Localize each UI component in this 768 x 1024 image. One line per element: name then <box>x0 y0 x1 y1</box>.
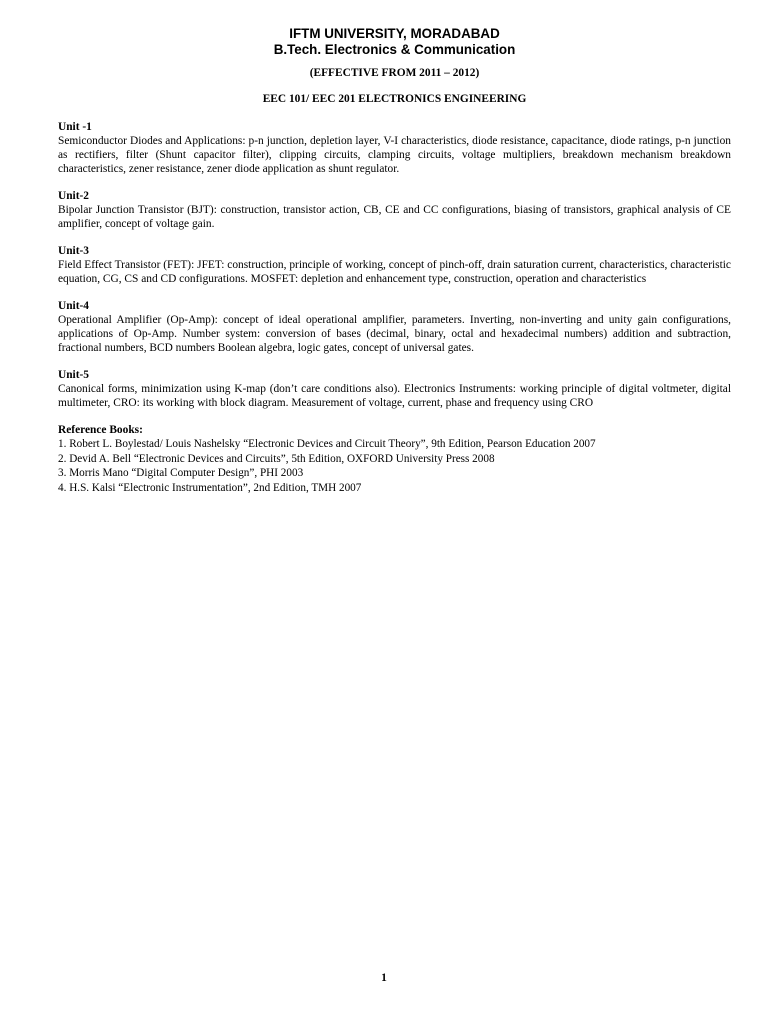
unit-heading: Unit -1 <box>58 121 92 133</box>
unit-section-3 <box>58 244 731 286</box>
reference-item: 2. Devid A. Bell “Electronic Devices and Circuits”, 5th Edition, OXFORD University Press 2008 <box>58 452 495 465</box>
unit-description: Canonical forms, minimization using K-map (don’t care conditions also). Electronics Instruments: working principle of digital voltmeter, digital multimeter, CRO: its working with block diagram. Measurement of voltage, current, phase and frequency using CRO <box>58 383 731 409</box>
university-title: IFTM UNIVERSITY, MORADABAD <box>289 26 500 41</box>
course-title: EEC 101/ EEC 201 ELECTRONICS ENGINEERING <box>262 93 527 105</box>
unit-description: Operational Amplifier (Op-Amp): concept of ideal operational amplifier, parameters. Inverting, non-inverting and unity gain configurations, applications of Op-Amp. Number system: conversion of bases (decimal, binary, octal and hexadecimal numbers) addition and subtraction, fractional numbers, BCD numbers Boolean algebra, logic gates, concept of universal gates. <box>58 314 731 354</box>
reference-item: 4. H.S. Kalsi “Electronic Instrumentation”, 2nd Edition, TMH 2007 <box>58 481 362 494</box>
reference-item: 1. Robert L. Boylestad/ Louis Nashelsky “Electronic Devices and Circuit Theory”, 9th Edition, Pearson Education 2007 <box>58 438 596 450</box>
unit-section-4 <box>58 299 731 355</box>
reference-books-section <box>58 423 731 495</box>
unit-description: Semiconductor Diodes and Applications: p-n junction, depletion layer, V-I characteristics, diode resistance, capacitance, diode ratings, p-n junction as rectifiers, filter (Shunt capacitor filter), clipping circuits, clamping circuits, voltage multipliers, breakdown mechanism breakdown characteristics, zener resistance, zener diode application as shunt regulator. <box>58 135 731 175</box>
reference-books-heading: Reference Books: <box>58 424 143 436</box>
unit-section-2 <box>58 189 731 231</box>
reference-item: 3. Morris Mano “Digital Computer Design”, PHI 2003 <box>58 467 304 479</box>
page-number: 1 <box>381 972 387 984</box>
unit-heading: Unit-5 <box>58 369 90 381</box>
effective-date: (EFFECTIVE FROM 2011 – 2012) <box>309 67 480 79</box>
unit-heading: Unit-3 <box>58 245 90 257</box>
unit-description: Field Effect Transistor (FET): JFET: construction, principle of working, concept of pinch-off, drain saturation current, characteristics, characteristic equation, CG, CS and CD configurations. MOSFET: depletion and enhancement type, construction, operation and characteristics <box>58 259 731 285</box>
unit-heading: Unit-4 <box>58 300 90 312</box>
unit-section-5 <box>58 368 731 410</box>
document-page <box>58 26 731 495</box>
unit-section-1 <box>58 120 731 176</box>
unit-description: Bipolar Junction Transistor (BJT): construction, transistor action, CB, CE and CC configurations, biasing of transistors, graphical analysis of CE amplifier, concept of voltage gain. <box>58 204 731 230</box>
program-title: B.Tech. Electronics & Communication <box>273 42 516 57</box>
unit-heading: Unit-2 <box>58 190 90 202</box>
